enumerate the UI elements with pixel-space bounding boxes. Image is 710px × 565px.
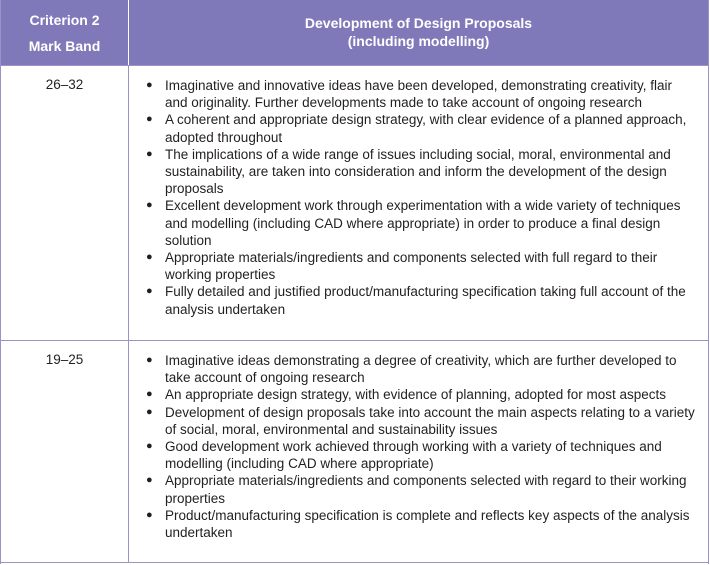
list-item xyxy=(129,438,708,472)
list-item xyxy=(129,507,708,541)
list-item-text: Imaginative ideas demonstrating a degree of creativity, which are further developed to take account of ongoing research xyxy=(165,353,677,386)
bullet-icon: ● xyxy=(146,354,153,366)
mark-band-cell: 19–25 xyxy=(1,341,129,563)
bullet-icon: ● xyxy=(146,440,153,453)
bullet-icon: ● xyxy=(146,251,153,264)
list-item xyxy=(129,404,708,438)
list-item xyxy=(129,146,708,198)
list-item-text: Product/manufacturing specification is complete and reflects key aspects of the analysis undertaken xyxy=(165,507,690,541)
table-row xyxy=(1,65,708,341)
list-item-text: A coherent and appropriate design strategy, with clear evidence of a planned approach, adopted throughout xyxy=(165,112,687,145)
bullet-icon: ● xyxy=(146,474,153,487)
list-item xyxy=(129,111,708,145)
list-item-text: The implications of a wide range of issues including social, moral, environmental and sustainability, are taken into consideration and inform the development of the design proposals xyxy=(165,146,671,197)
list-item-text: An appropriate design strategy, with evidence of planning, adopted for most aspects xyxy=(165,387,667,403)
bullet-icon: ● xyxy=(146,405,153,418)
list-item-text: Appropriate materials/ingredients and components selected with full regard to their working properties xyxy=(165,250,658,283)
criteria-cell xyxy=(129,341,708,563)
list-item-text: Development of design proposals take into account the main aspects relating to a variety of social, moral, environmental and sustainability issues xyxy=(165,404,695,437)
criteria-list xyxy=(129,77,708,318)
list-item-text: Imaginative and innovative ideas have been developed, demonstrating creativity, flair and originality. Further developments made to take account of ongoing research xyxy=(165,78,673,111)
criteria-cell xyxy=(129,66,708,341)
section-subtitle: (including modelling) xyxy=(347,32,490,49)
bullet-icon: ● xyxy=(146,113,153,126)
section-title-cell xyxy=(129,0,708,65)
table-header xyxy=(1,0,708,65)
bullet-icon: ● xyxy=(146,147,153,160)
list-item xyxy=(129,283,708,317)
list-item xyxy=(129,352,708,386)
bullet-icon: ● xyxy=(146,199,153,212)
bullet-icon: ● xyxy=(146,508,153,521)
criterion-label: Criterion 2 xyxy=(29,11,100,28)
bullet-icon: ● xyxy=(146,79,153,91)
list-item xyxy=(129,249,708,283)
list-item-text: Appropriate materials/ingredients and components selected with regard to their working properties xyxy=(165,473,687,506)
mark-band-label: Mark Band xyxy=(28,37,101,54)
bullet-icon: ● xyxy=(146,388,153,401)
table-row xyxy=(1,340,708,563)
bullet-icon: ● xyxy=(146,285,153,298)
criteria-list xyxy=(129,352,708,541)
list-item xyxy=(129,386,708,403)
list-item xyxy=(129,77,708,111)
list-item-text: Fully detailed and justified product/manufacturing specification taking full account of the analysis undertaken xyxy=(165,284,686,317)
criterion-header-cell xyxy=(1,0,129,65)
list-item xyxy=(129,197,708,249)
list-item-text: Excellent development work through experimentation with a wide variety of techniques and modelling (including CAD where appropriate) in order to produce a final design solution xyxy=(165,198,681,248)
mark-band-cell: 26–32 xyxy=(1,66,129,341)
list-item xyxy=(129,472,708,506)
section-title: Development of Design Proposals xyxy=(304,14,533,31)
list-item-text: Good development work achieved through working with a variety of techniques and modelling (including CAD where appropriate) xyxy=(165,439,662,472)
